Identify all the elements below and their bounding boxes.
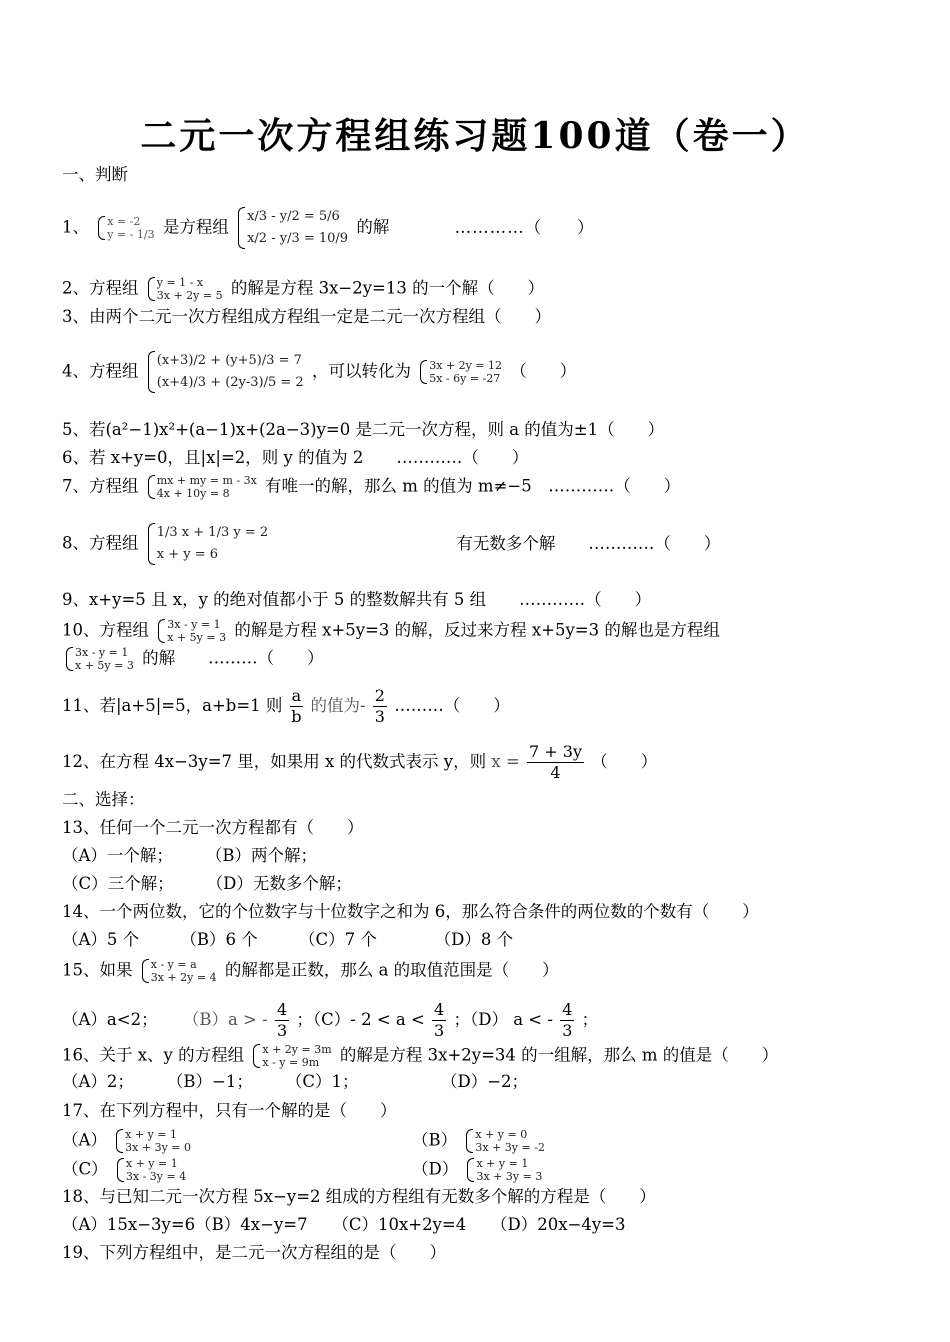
fraction: $\frac{2}{3}$ bbox=[374, 686, 385, 726]
equation-system: x + 2y = 3m x - y = 9m bbox=[252, 1043, 331, 1069]
equation-system: x + y = 1 3x + 3y = 0 bbox=[115, 1128, 191, 1154]
question-1: 1、 x = -2 y = - 1/3 是方程组 x/3 - y/2 = 5/6 x/2 - y/3 = 10/9 的解 …………（ ） bbox=[62, 206, 595, 250]
question-10: 10、方程组 3x - y = 1 x + 5y = 3 的解是方程 x+5y=3 的解，反过来方程 x+5y=3 的解也是方程组 bbox=[62, 618, 720, 644]
question-10-cont: 3x - y = 1 x + 5y = 3 的解 ………（ ） bbox=[62, 646, 324, 672]
equation-system: 1/3 x + 1/3 y = 2 x + y = 6 bbox=[147, 522, 268, 566]
question-13-options-ab: （A）一个解； （B）两个解； bbox=[62, 846, 318, 865]
page-title: 二元一次方程组练习题100道（卷一） bbox=[140, 115, 810, 157]
question-17-option-a: （A） x + y = 1 3x + 3y = 0 bbox=[62, 1128, 192, 1154]
question-16-options: （A）2； （B）−1； （C）1； （D）−2； bbox=[62, 1072, 529, 1091]
equation-system: mx + my = m - 3x 4x + 10y = 8 bbox=[147, 474, 257, 500]
question-14: 14、一个两位数，它的个位数字与十位数字之和为 6，那么符合条件的两位数的个数有（ ） bbox=[62, 902, 759, 921]
question-5: 5、若(a²−1)x²+(a−1)x+(2a−3)y=0 是二元一次方程，则 a 的值为±1（ ） bbox=[62, 420, 665, 439]
question-18-options: （A）15x−3y=6（B）4x−y=7 （C）10x+2y=4 （D）20x−4y=3 bbox=[62, 1215, 626, 1234]
section-judge: 一、判断 bbox=[62, 165, 128, 184]
fraction: $\frac{7 + 3y}{4}$ bbox=[529, 742, 582, 782]
question-17-option-b: （B） x + y = 0 3x + 3y = -2 bbox=[412, 1128, 545, 1154]
question-19: 19、下列方程组中，是二元一次方程组的是（ ） bbox=[62, 1243, 446, 1262]
equation-system: x + y = 0 3x + 3y = -2 bbox=[465, 1128, 545, 1154]
equation-system: x/3 - y/2 = 5/6 x/2 - y/3 = 10/9 bbox=[237, 206, 348, 250]
fraction: $\frac{a}{b}$ bbox=[291, 686, 302, 726]
solution-brace: x = -2 y = - 1/3 bbox=[97, 215, 154, 241]
question-17: 17、在下列方程中，只有一个解的是（ ） bbox=[62, 1101, 397, 1120]
equation-system: x + y = 1 3x - 3y = 4 bbox=[116, 1157, 186, 1183]
fraction: $\frac{4}{3}$ bbox=[562, 1000, 573, 1040]
question-15-options: （A）a<2； （B）a > - $\frac{4}{3}$ ；（C）- 2 < a < $\frac{4}{3}$ ；（D） a < - $\frac{4}{3}$ ； bbox=[62, 1000, 599, 1040]
equation-system: (x+3)/2 + (y+5)/3 = 7 (x+4)/3 + (2y-3)/5 = 2 bbox=[147, 350, 304, 394]
question-18: 18、与已知二元一次方程 5x−y=2 组成的方程组有无数多个解的方程是（ ） bbox=[62, 1187, 656, 1206]
equation-system-2: 3x + 2y = 12 5x - 6y = -27 bbox=[419, 359, 502, 385]
question-17-option-c: （C） x + y = 1 3x - 3y = 4 bbox=[62, 1157, 187, 1183]
section-choice: 二、选择： bbox=[62, 790, 145, 809]
question-12: 12、在方程 4x−3y=7 里，如果用 x 的代数式表示 y，则 x = $\frac{7 + 3y}{4}$ （ ） bbox=[62, 742, 658, 782]
question-16: 16、关于 x、y 的方程组 x + 2y = 3m x - y = 9m 的解是方程 3x+2y=34 的一组解，那么 m 的值是（ ） bbox=[62, 1043, 779, 1069]
equation-system: x + y = 1 3x + 3y = 3 bbox=[466, 1157, 542, 1183]
fraction: $\frac{4}{3}$ bbox=[434, 1000, 445, 1040]
question-13-options-cd: （C）三个解； （D）无数多个解； bbox=[62, 874, 352, 893]
question-17-option-d: （D） x + y = 1 3x + 3y = 3 bbox=[412, 1157, 543, 1183]
question-9: 9、x+y=5 且 x，y 的绝对值都小于 5 的整数解共有 5 组 …………（ ） bbox=[62, 590, 652, 609]
question-8: 8、方程组 1/3 x + 1/3 y = 2 x + y = 6 有无数多个解 …………（ ） bbox=[62, 522, 720, 566]
question-3: 3、由两个二元一次方程组成方程组一定是二元一次方程组（ ） bbox=[62, 307, 551, 326]
equation-system: x - y = a 3x + 2y = 4 bbox=[141, 958, 217, 984]
question-14-options: （A）5 个 （B）6 个 （C）7 个 （D）8 个 bbox=[62, 930, 514, 949]
question-6: 6、若 x+y=0，且|x|=2，则 y 的值为 2 …………（ ） bbox=[62, 448, 529, 467]
question-11: 11、若|a+5|=5，a+b=1 则 $\frac{a}{b}$ 的值为- $\frac{2}{3}$ ………（ ） bbox=[62, 686, 510, 726]
question-13: 13、任何一个二元一次方程都有（ ） bbox=[62, 818, 364, 837]
fraction: $\frac{4}{3}$ bbox=[276, 1000, 288, 1040]
equation-system-2: 3x - y = 1 x + 5y = 3 bbox=[65, 646, 134, 672]
equation-system: y = 1 - x 3x + 2y = 5 bbox=[147, 276, 223, 302]
equation-system: 3x - y = 1 x + 5y = 3 bbox=[157, 618, 226, 644]
question-7: 7、方程组 mx + my = m - 3x 4x + 10y = 8 有唯一的解，那么 m 的值为 m≠−5 …………（ ） bbox=[62, 474, 681, 500]
question-2: 2、方程组 y = 1 - x 3x + 2y = 5 的解是方程 3x−2y=13 的一个解（ ） bbox=[62, 276, 545, 302]
question-15: 15、如果 x - y = a 3x + 2y = 4 的解都是正数，那么 a 的取值范围是（ ） bbox=[62, 958, 559, 984]
question-4: 4、方程组 (x+3)/2 + (y+5)/3 = 7 (x+4)/3 + (2y-3)/5 = 2 ，可以转化为 3x + 2y = 12 5x - 6y = -27 （ ） bbox=[62, 350, 576, 394]
